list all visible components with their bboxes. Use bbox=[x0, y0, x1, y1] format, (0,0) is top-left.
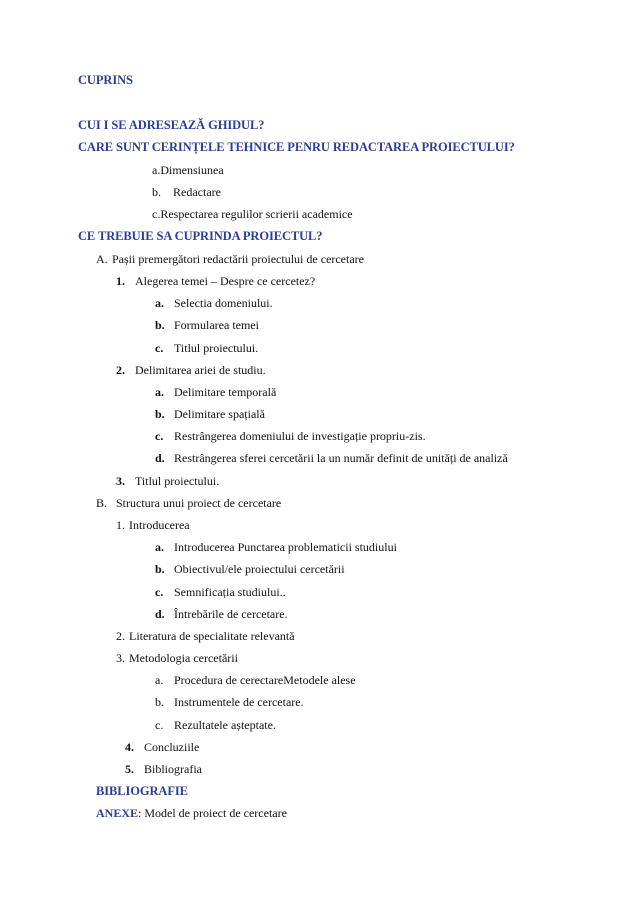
toc-item: b. Delimitare spațială bbox=[155, 407, 265, 421]
toc-item: a. Selectia domeniului. bbox=[155, 296, 273, 310]
toc-item: c. Restrângerea domeniului de investigație propriu-zis. bbox=[155, 429, 426, 443]
toc-item: a.Dimensiunea bbox=[152, 163, 224, 177]
toc-item: 1. Introducerea bbox=[116, 518, 190, 532]
toc-item: 5. Bibliografia bbox=[125, 762, 202, 776]
toc-item: 1. Alegerea temei – Despre ce cercetez? bbox=[116, 274, 316, 288]
section-audience: CUI I SE ADRESEAZĂ GHIDUL? bbox=[78, 118, 265, 132]
toc-part-b: B. Structura unui proiect de cercetare bbox=[96, 496, 282, 510]
section-annexes: ANEXE: Model de proiect de cercetare bbox=[96, 806, 287, 820]
toc-item: b. Instrumentele de cercetare. bbox=[155, 695, 304, 709]
toc-item: b. Redactare bbox=[152, 185, 221, 199]
toc-part-a: A. Pașii premergători redactării proiectului de cercetare bbox=[96, 252, 364, 266]
toc-item: c. Titlul proiectului. bbox=[155, 341, 259, 355]
section-project-contents: CE TREBUIE SA CUPRINDA PROIECTUL? bbox=[78, 229, 323, 243]
section-bibliography: BIBLIOGRAFIE bbox=[96, 784, 188, 798]
toc-item: c.Respectarea regulilor scrierii academice bbox=[152, 207, 353, 221]
toc-item: a. Introducerea Punctarea problematicii studiului bbox=[155, 540, 397, 554]
toc-item: 3. Metodologia cercetării bbox=[116, 651, 238, 665]
toc-item: b. Formularea temei bbox=[155, 318, 259, 332]
toc-item: 3. Titlul proiectului. bbox=[116, 474, 220, 488]
toc-item: c. Semnificația studiului.. bbox=[155, 585, 286, 599]
toc-item: b. Obiectivul/ele proiectului cercetării bbox=[155, 562, 345, 576]
toc-item: 2. Literatura de specialitate relevantă bbox=[116, 629, 295, 643]
toc-item: c. Rezultatele așteptate. bbox=[155, 718, 276, 732]
section-technical-requirements: CARE SUNT CERINȚELE TEHNICE PENRU REDACTAREA PROIECTULUI? bbox=[78, 140, 515, 154]
toc-item: a. Procedura de cerectareMetodele alese bbox=[155, 673, 356, 687]
toc-title: CUPRINS bbox=[78, 73, 133, 87]
toc-item: 2. Delimitarea ariei de studiu. bbox=[116, 363, 266, 377]
toc-item: d. Întrebările de cercetare. bbox=[155, 607, 288, 621]
toc-item: 4. Concluziile bbox=[125, 740, 200, 754]
toc-item: a. Delimitare temporală bbox=[155, 385, 277, 399]
toc-item: d. Restrângerea sferei cercetării la un număr definit de unități de analiză bbox=[155, 451, 508, 465]
